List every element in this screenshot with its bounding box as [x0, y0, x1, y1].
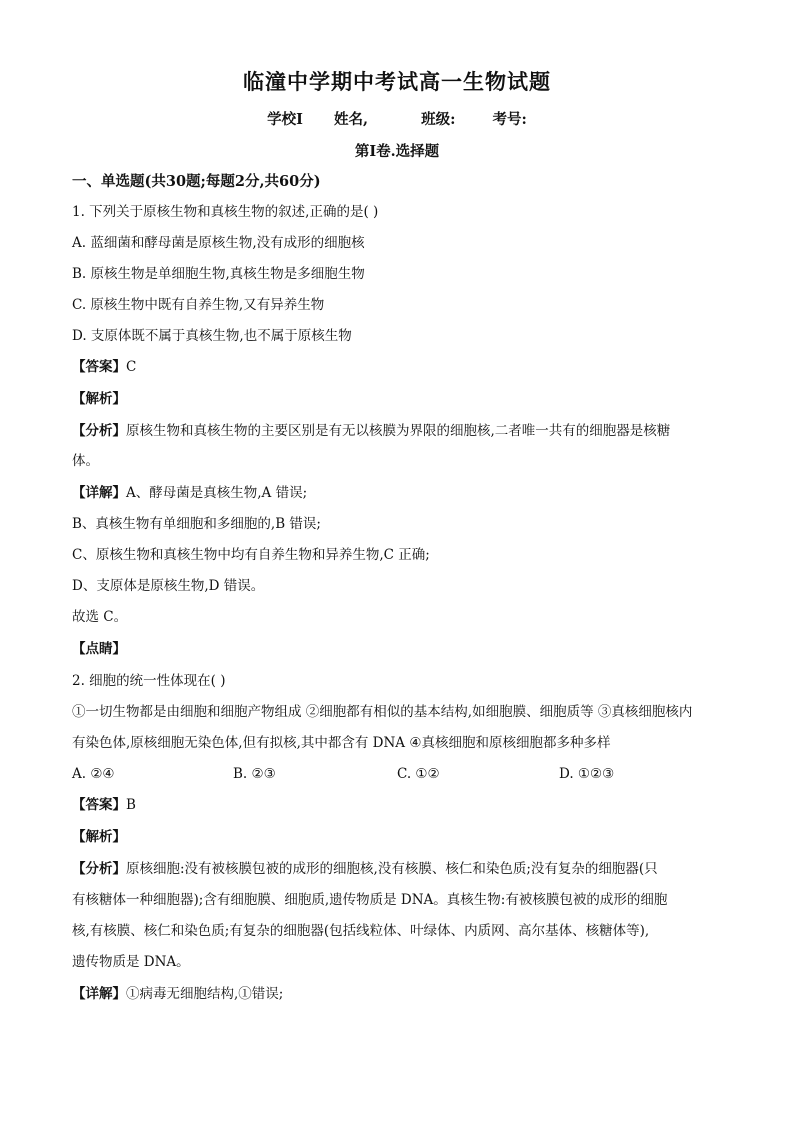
- volume-title: 第I卷.选择题: [354, 143, 440, 160]
- question-2-answer: [72, 795, 732, 815]
- answer-value: C: [126, 359, 137, 375]
- fenxi-tag: 【分析】: [72, 423, 126, 439]
- question-1-option-d: D. 支原体既不属于真核生物,也不属于原核生物: [72, 328, 352, 344]
- question-2-option-a: A. ②④: [72, 766, 115, 782]
- question-1-option-a: A. 蓝细菌和酵母菌是原核生物,没有成形的细胞核: [72, 235, 365, 251]
- question-1-detail: 【详解】A、酵母菌是真核生物,A 错误;: [72, 485, 308, 501]
- fenxi-tag: 【分析】: [72, 861, 126, 877]
- page-title: 临潼中学期中考试高一生物试题: [243, 69, 551, 94]
- question-1-answer: [72, 357, 732, 377]
- school-label: 学校I: [267, 111, 303, 128]
- question-1-option-b: B. 原核生物是单细胞生物,真核生物是多细胞生物: [72, 266, 365, 282]
- question-1-analysis-tag: 【解析】: [72, 391, 126, 407]
- question-2-body-line2: 有染色体,原核细胞无染色体,但有拟核,其中都含有 DNA ④真核细胞和原核细胞都多种多样: [72, 735, 611, 751]
- detail-tag: 【详解】: [72, 485, 126, 501]
- question-2-stem: 2. 细胞的统一性体现在( ): [72, 673, 226, 689]
- question-1-fenxi-line2: 体。: [72, 453, 99, 469]
- answer-value: B: [126, 797, 136, 813]
- answer-tag: 【答案】: [72, 359, 126, 375]
- question-2-fenxi: 【分析】原核细胞:没有被核膜包被的成形的细胞核,没有核膜、核仁和染色质;没有复杂的细胞器(只: [72, 861, 658, 877]
- question-1-conclusion: 故选 C。: [72, 609, 128, 625]
- question-1-comment-tag: 【点睛】: [72, 641, 126, 657]
- question-2-fenxi-line3: 核,有核膜、核仁和染色质;有复杂的细胞器(包括线粒体、叶绿体、内质网、高尔基体、核糖体等),: [72, 923, 650, 939]
- detail-tag: 【详解】: [72, 986, 126, 1002]
- question-2-option-b: B. ②③: [233, 766, 276, 782]
- exam-number-label: 考号:: [492, 111, 527, 128]
- student-info-row: [0, 108, 794, 129]
- answer-tag: 【答案】: [72, 797, 126, 813]
- question-1-detail-line2: B、真核生物有单细胞和多细胞的,B 错误;: [72, 516, 321, 532]
- question-2-option-d: D. ①②③: [559, 766, 615, 782]
- name-label: 姓名,: [333, 111, 369, 128]
- section-heading: 一、单选题(共30题;每题2分,共60分): [72, 173, 321, 190]
- class-label: 班级:: [421, 111, 456, 128]
- question-1-fenxi: 【分析】原核生物和真核生物的主要区别是有无以核膜为界限的细胞核,二者唯一共有的细胞器是核糖: [72, 423, 671, 439]
- question-2-fenxi-line2: 有核糖体一种细胞器);含有细胞膜、细胞质,遗传物质是 DNA。真核生物:有被核膜包被的成形的细胞: [72, 892, 668, 908]
- question-2-fenxi-line4: 遗传物质是 DNA。: [72, 954, 190, 970]
- question-1-detail-line3: C、原核生物和真核生物中均有自养生物和异养生物,C 正确;: [72, 547, 430, 563]
- question-2-body-line1: ①一切生物都是由细胞和细胞产物组成 ②细胞都有相似的基本结构,如细胞膜、细胞质等 ③真核细胞核内: [72, 704, 693, 720]
- question-2-option-c: C. ①②: [397, 766, 440, 782]
- question-2-detail: 【详解】①病毒无细胞结构,①错误;: [72, 986, 284, 1002]
- question-1-stem: 1. 下列关于原核生物和真核生物的叙述,正确的是( ): [72, 204, 379, 220]
- question-2-analysis-tag: 【解析】: [72, 829, 126, 845]
- question-1-detail-line4: D、支原体是原核生物,D 错误。: [72, 578, 265, 594]
- question-1-option-c: C. 原核生物中既有自养生物,又有异养生物: [72, 297, 325, 313]
